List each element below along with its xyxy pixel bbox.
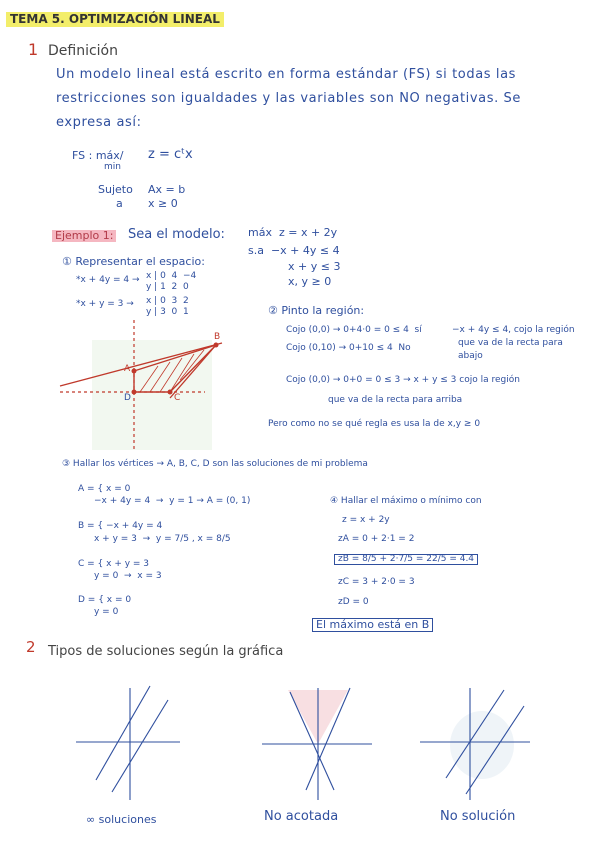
page-title: TEMA 5. OPTIMIZACIÓN LINEAL <box>6 12 224 27</box>
subject-label-2: a <box>116 197 123 210</box>
eq2-table-row2: y | 3 0 1 <box>146 307 189 317</box>
step3-text: ③ Hallar los vértices → A, B, C, D son las soluciones de mi problema <box>62 459 368 469</box>
step4-text: ④ Hallar el máximo o mínimo con <box>330 496 482 506</box>
eq2-text: *x + y = 3 → <box>76 299 134 309</box>
vertex-a-line2: −x + 4y = 4 → y = 1 → A = (0, 1) <box>94 496 251 506</box>
step2-text: ② Pinto la región: <box>268 304 365 317</box>
region-side-1: −x + 4y ≤ 4, cojo la región <box>452 325 575 335</box>
region-side-3: abajo <box>458 351 483 361</box>
definition-line2: restricciones son igualdades y las variables son NO negativas. Se <box>56 91 521 106</box>
eq1-text: *x + 4y = 4 → <box>76 275 140 285</box>
region-line-5: Pero como no se qué regla es usa la de x,y ≥ 0 <box>268 419 481 429</box>
model-line-2: s.a −x + 4y ≤ 4 <box>248 244 340 257</box>
z-line-3: zB = 8/5 + 2·7/5 = 22/5 = 4.4 <box>334 554 478 565</box>
example-label: Ejemplo 1: <box>52 230 116 242</box>
region-side-2: que va de la recta para <box>458 338 563 348</box>
z-line-2: zA = 0 + 2·1 = 2 <box>338 534 415 544</box>
section2-heading: Tipos de soluciones según la gráfica <box>48 644 284 659</box>
graph-no-solution <box>420 688 530 800</box>
region-line-4: que va de la recta para arriba <box>328 395 463 405</box>
fs-objective: z = cᵗx <box>148 147 193 162</box>
point-b-label: B <box>214 332 221 342</box>
eq2-table-row1: x | 0 3 2 <box>146 296 189 306</box>
region-line-3: Cojo (0,0) → 0+0 = 0 ≤ 3 → x + y ≤ 3 cojo la región <box>286 375 520 385</box>
graph-infinite-solutions <box>76 686 180 800</box>
vertex-b-line1: B = { −x + 4y = 4 <box>78 521 163 531</box>
definition-line3: expresa así: <box>56 115 142 130</box>
vertex-a-line1: A = { x = 0 <box>78 484 131 494</box>
fs-min: min <box>104 162 121 172</box>
unbounded-label: No acotada <box>264 809 339 824</box>
example-intro: Sea el modelo: <box>128 227 225 242</box>
model-line-3: x + y ≤ 3 <box>288 260 341 273</box>
section1-number: 1 <box>28 40 39 59</box>
point-a-label: A <box>124 364 131 374</box>
z-line-4: zC = 3 + 2·0 = 3 <box>338 577 415 587</box>
region-line-1: Cojo (0,0) → 0+4·0 = 0 ≤ 4 sí <box>286 325 422 335</box>
constraint-2: x ≥ 0 <box>148 197 178 210</box>
point-d-label: D <box>124 393 131 403</box>
definition-line1: Un modelo lineal está escrito en forma estándar (FS) si todas las <box>56 67 517 82</box>
constraint-1: Ax = b <box>148 183 186 196</box>
conclusion-text: El máximo está en B <box>312 618 433 632</box>
region-line-2: Cojo (0,10) → 0+10 ≤ 4 No <box>286 343 411 353</box>
vertex-b-line2: x + y = 3 → y = 7/5 , x = 8/5 <box>94 534 231 544</box>
z-line-5: zD = 0 <box>338 597 369 607</box>
no-solution-label: No solución <box>440 809 516 824</box>
section2-number: 2 <box>26 638 36 656</box>
vertex-c-line2: y = 0 → x = 3 <box>94 571 162 581</box>
eq1-table-row2: y | 1 2 0 <box>146 282 189 292</box>
vertex-d-line2: y = 0 <box>94 607 119 617</box>
model-line-4: x, y ≥ 0 <box>288 275 332 288</box>
vertex-d-line1: D = { x = 0 <box>78 595 132 605</box>
step1-text: ① Representar el espacio: <box>62 255 205 268</box>
fs-label: FS : máx/ <box>72 149 124 162</box>
eq1-table-row1: x | 0 4 −4 <box>146 271 197 281</box>
subject-label-1: Sujeto <box>98 183 133 196</box>
point-c-label: C <box>174 393 181 403</box>
infinite-solutions-label: ∞ soluciones <box>86 813 157 826</box>
model-line-1: máx z = x + 2y <box>248 226 338 239</box>
z-line-1: z = x + 2y <box>342 515 390 525</box>
vertex-c-line1: C = { x + y = 3 <box>78 559 150 569</box>
graph-unbounded <box>262 688 372 800</box>
section1-heading: Definición <box>48 43 118 59</box>
